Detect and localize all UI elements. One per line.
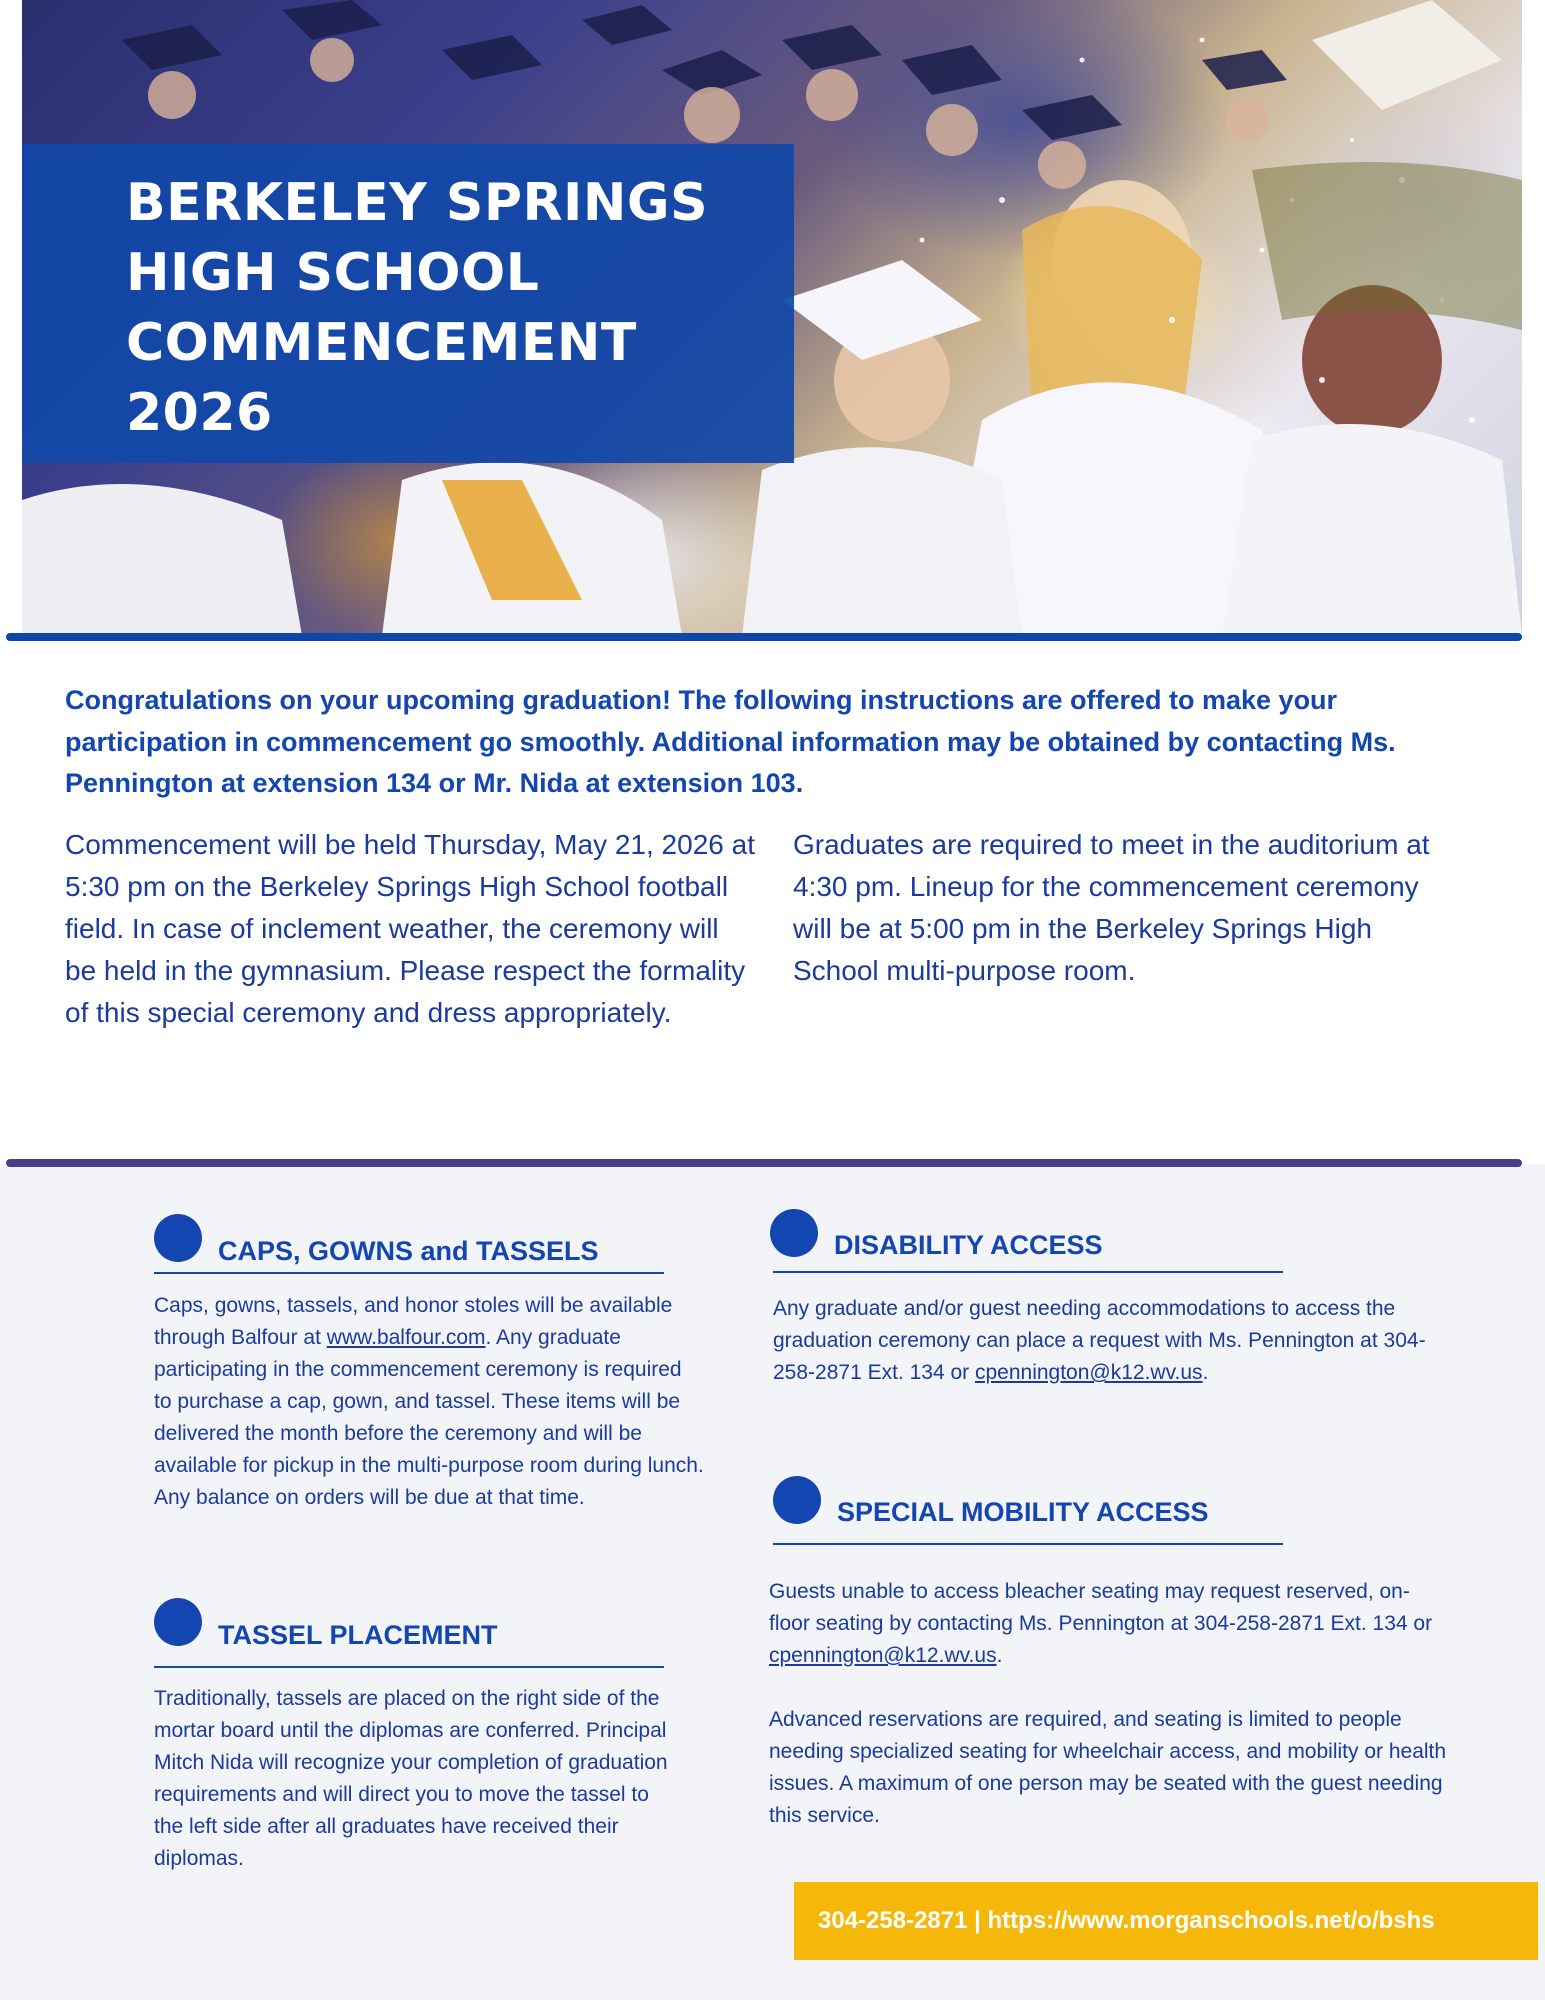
ceremony-details: Commencement will be held Thursday, May 21, 2026 at 5:30 pm on the Berkeley Springs High School football field. In case of inclement weather, the ceremony will be held in the gymnasium. Please respect the formality of this special ceremony and dress appropriately. [65, 829, 755, 1028]
mobility-section-header [773, 1471, 1209, 1528]
body-text: . [996, 1644, 1003, 1667]
intro-paragraph: Congratulations on your upcoming graduation! The following instructions are offered to make your participation in commencement go smoothly. Additional information may be obtained by contacting Ms. Pennington at extension 134 or Mr. Nida at extension 103. [65, 685, 1396, 798]
section-underline [154, 1272, 664, 1274]
balfour-link[interactable]: www.balfour.com [326, 1326, 486, 1349]
mobility-section-body [769, 1576, 1449, 1672]
title-line: 2026 [126, 383, 273, 443]
contact-footer [794, 1882, 1538, 1960]
tassel-section-header [154, 1592, 498, 1651]
caps-section-header [154, 1208, 599, 1267]
disability-section-body [773, 1293, 1443, 1389]
section-underline [773, 1543, 1283, 1545]
body-text: . Any graduate participating in the commencement ceremony is required to purchase a cap, gown, and tassel. These items will be delivered the month before the ceremony and will be available for pickup in the multi-purpose room during lunch. Any balance on orders will be due at that time. [154, 1326, 704, 1509]
hero-photo [22, 0, 1522, 636]
page-title [126, 168, 794, 448]
hero-divider [6, 633, 1522, 641]
section-title: TASSEL PLACEMENT [218, 1620, 498, 1650]
email-link[interactable]: cpennington@k12.wv.us [769, 1644, 997, 1667]
body-text: Caps, gowns, tassels, and honor stoles will be available through Balfour at [154, 1294, 673, 1349]
body-text: Any graduate and/or guest needing accommodations to access the graduation ceremony can place a request with Ms. Pennington at 304-258-2871 Ext. 134 or [773, 1297, 1426, 1384]
section-underline [773, 1271, 1283, 1273]
mobility-reservation-note: Advanced reservations are required, and seating is limited to people needing specialized seating for wheelchair access, and mobility or health issues. A maximum of one person may be seated with the guest needing this service. [769, 1708, 1447, 1827]
tassel-section-body: Traditionally, tassels are placed on the right side of the mortar board until the diplomas are conferred. Principal Mitch Nida will recognize your completion of graduation requirements and will direct you to move the tassel to the left side after all graduates have received their diplomas. [154, 1687, 668, 1870]
section-divider [6, 1159, 1522, 1167]
body-text: . [1202, 1361, 1209, 1384]
body-text: Guests unable to access bleacher seating may request reserved, on-floor seating by contacting Ms. Pennington at 304-258-2871 Ext. 134 or [769, 1580, 1433, 1635]
caps-section-body [154, 1290, 704, 1514]
section-title: DISABILITY ACCESS [834, 1230, 1103, 1260]
footer-contact-text: 304-258-2871 | https://www.morganschools.net/o/bshs [818, 1907, 1435, 1934]
title-box [22, 144, 794, 463]
email-link[interactable]: cpennington@k12.wv.us [974, 1361, 1203, 1384]
section-underline [154, 1666, 664, 1668]
title-line: BERKELEY SPRINGS [126, 173, 709, 233]
bullet-dot-icon [154, 1214, 202, 1262]
bullet-dot-icon [154, 1598, 202, 1646]
bullet-dot-icon [773, 1476, 821, 1524]
section-title: CAPS, GOWNS and TASSELS [218, 1236, 599, 1266]
title-line: COMMENCEMENT [126, 313, 637, 373]
bullet-dot-icon [770, 1209, 818, 1257]
title-line: HIGH SCHOOL [126, 243, 540, 303]
disability-section-header [770, 1204, 1103, 1261]
lineup-details: Graduates are required to meet in the auditorium at 4:30 pm. Lineup for the commencement ceremony will be at 5:00 pm in the Berkeley Springs High School multi-purpose room. [793, 829, 1430, 986]
section-title: SPECIAL MOBILITY ACCESS [837, 1497, 1209, 1527]
